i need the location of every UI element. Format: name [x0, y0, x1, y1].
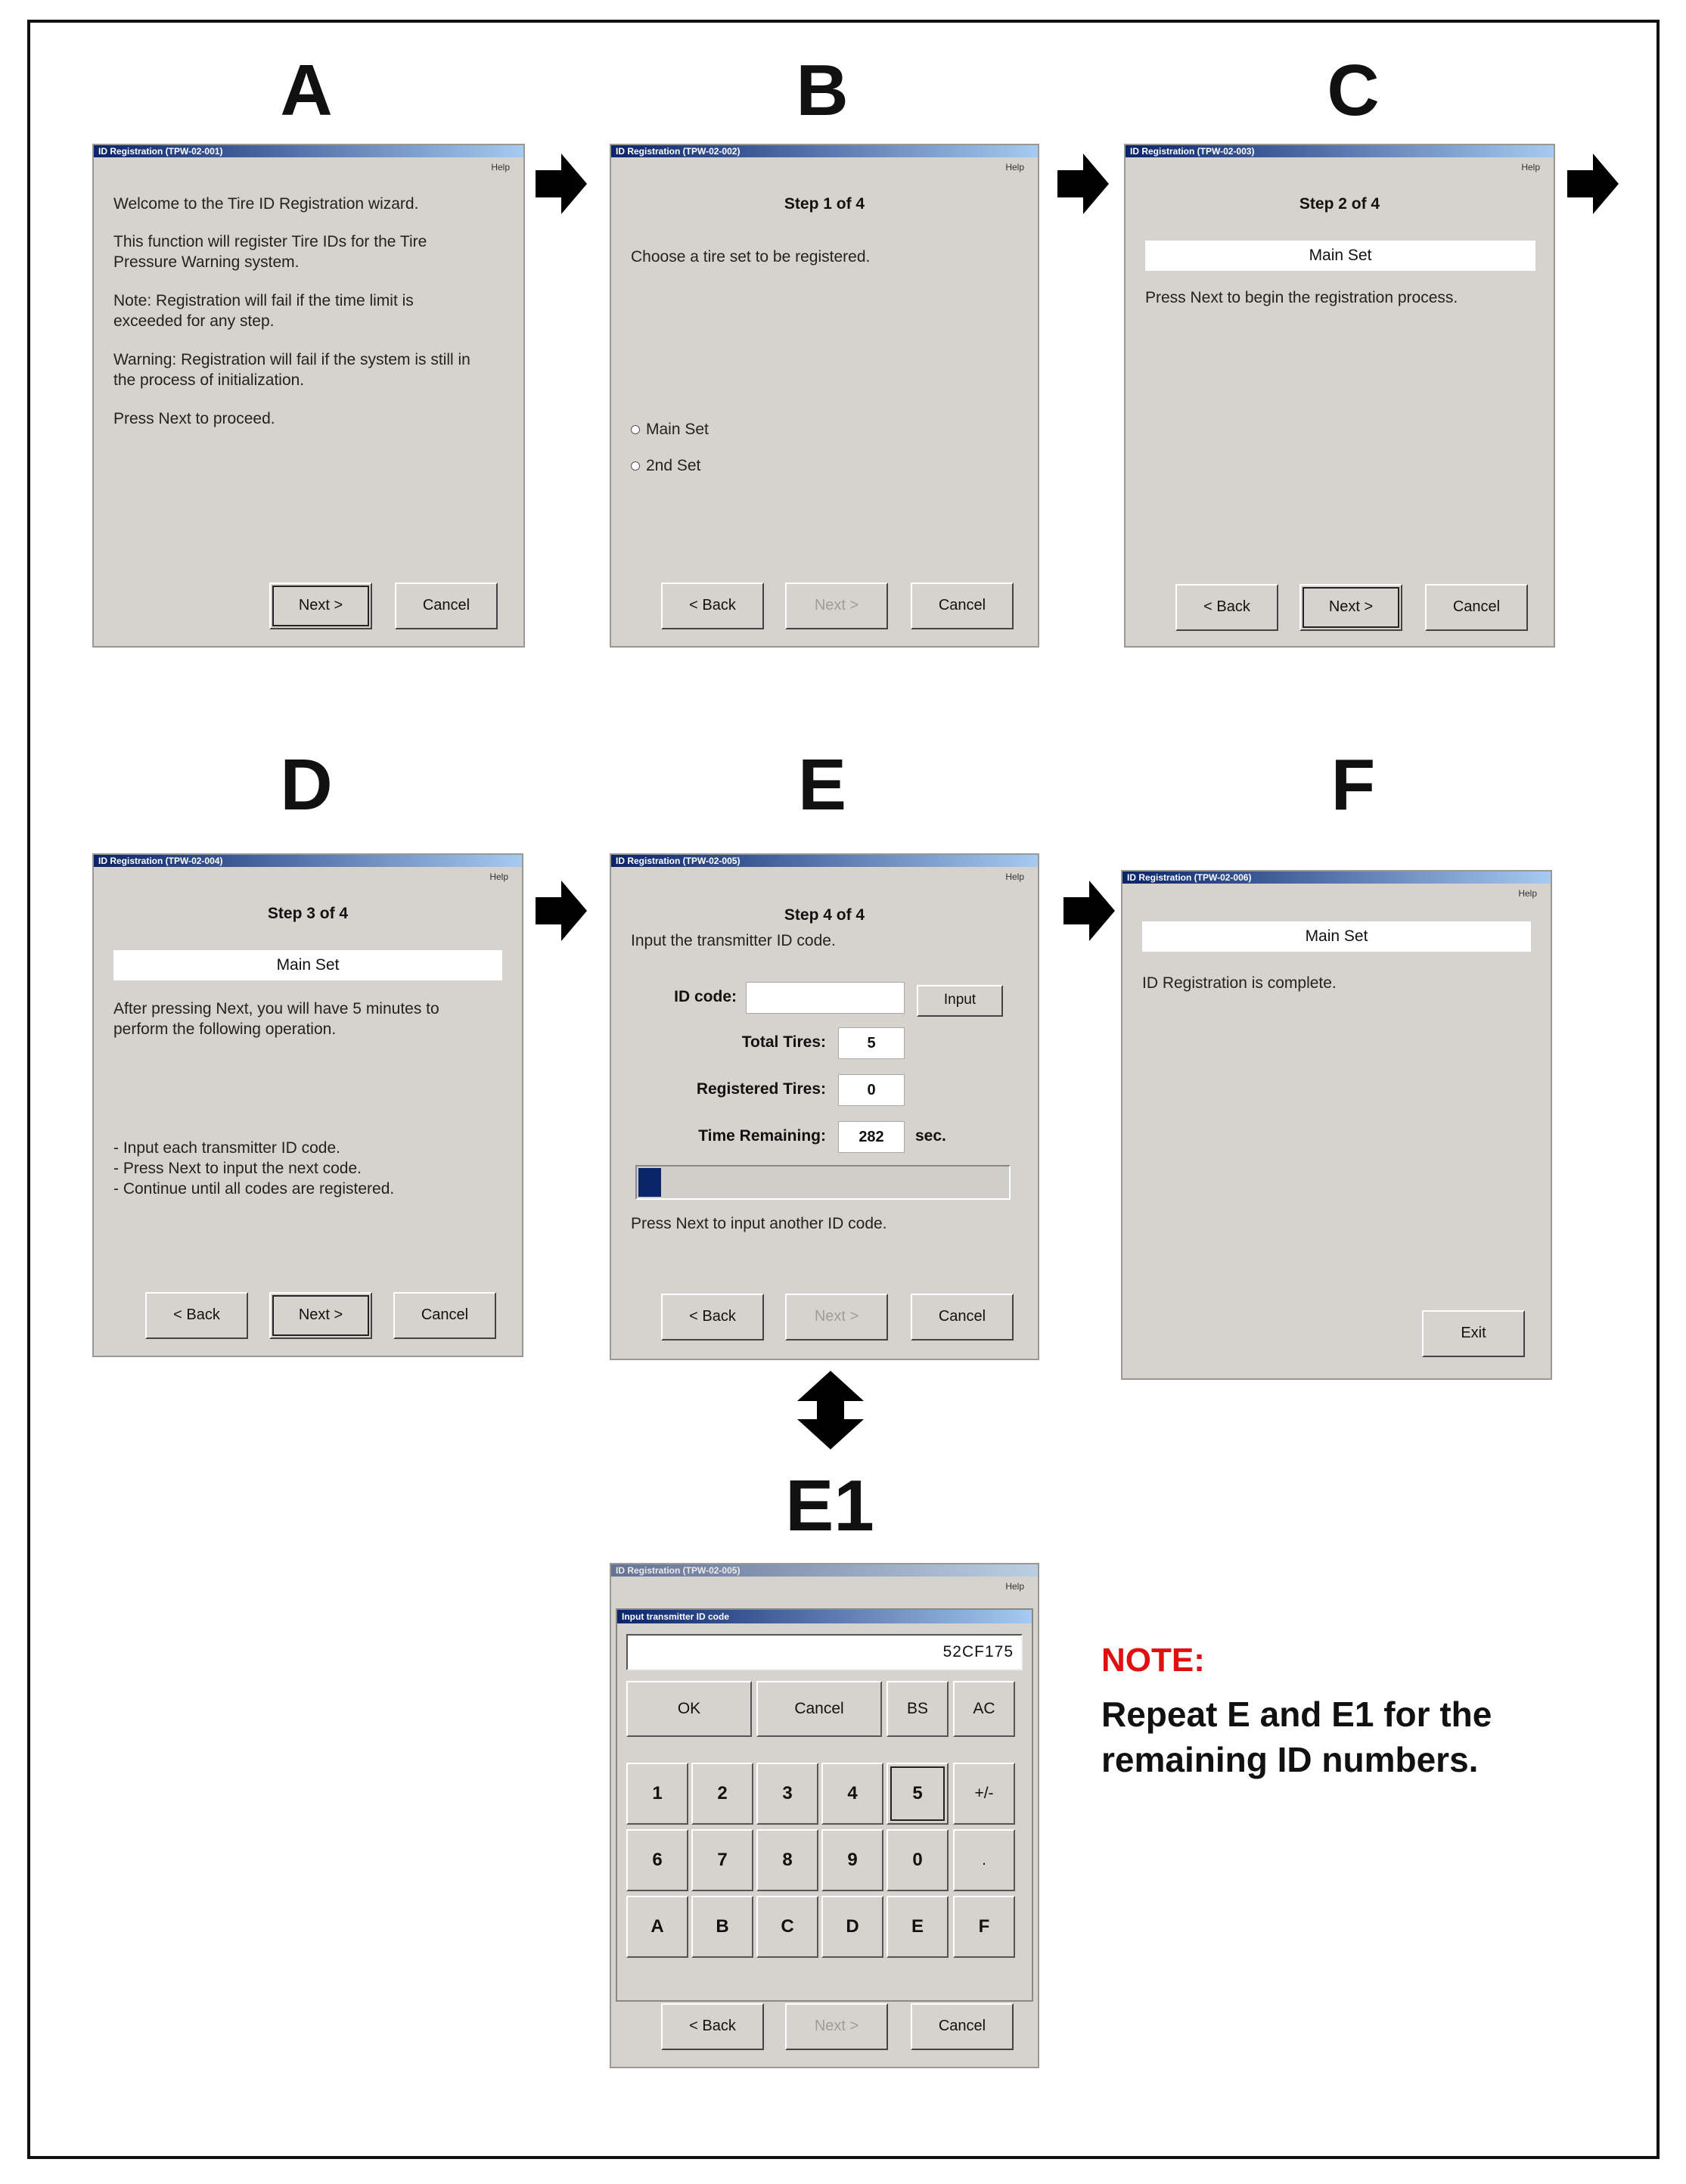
key-6[interactable]: 6: [626, 1829, 688, 1891]
title-bar: ID Registration (TPW-02-006): [1122, 871, 1551, 884]
key-c[interactable]: C: [756, 1896, 818, 1958]
window-step3: [92, 853, 523, 1357]
timer-prompt: After pressing Next, you will have 5 minutes to perform the following operation.: [113, 1000, 439, 1038]
key-9[interactable]: 9: [821, 1829, 883, 1891]
choose-set-prompt: Choose a tire set to be registered.: [631, 248, 871, 266]
backspace-key[interactable]: BS: [886, 1681, 949, 1737]
next-id-prompt: Press Next to input another ID code.: [631, 1215, 887, 1232]
key-3[interactable]: 3: [756, 1763, 818, 1825]
proceed-text: Press Next to proceed.: [113, 410, 275, 427]
next-button[interactable]: Next >: [1299, 584, 1402, 631]
right-arrow-icon: [1567, 154, 1620, 214]
radio-circle-icon: [631, 461, 640, 471]
help-menu[interactable]: Help: [491, 162, 510, 172]
back-button[interactable]: < Back: [1175, 584, 1278, 631]
next-button[interactable]: Next >: [269, 583, 372, 629]
help-menu[interactable]: Help: [489, 871, 508, 882]
radio-main-set[interactable]: [631, 421, 709, 439]
dialog-title-bar: Input transmitter ID code: [617, 1610, 1032, 1623]
window-complete: [1121, 870, 1552, 1380]
keypad-dialog: [616, 1608, 1033, 2002]
description-text: This function will register Tire IDs for the Tire Pressure Warning system.: [113, 233, 427, 271]
input-button[interactable]: Input: [917, 985, 1003, 1017]
selected-set-box: Main Set: [1142, 921, 1531, 952]
panel-letter-e1: E1: [785, 1465, 874, 1546]
all-clear-key[interactable]: AC: [953, 1681, 1015, 1737]
complete-message: ID Registration is complete.: [1142, 974, 1337, 992]
exit-button[interactable]: Exit: [1422, 1310, 1525, 1357]
title-bar: ID Registration (TPW-02-004): [94, 855, 522, 867]
selected-set-box: Main Set: [1145, 241, 1535, 271]
help-menu[interactable]: Help: [1521, 162, 1540, 172]
time-unit: sec.: [915, 1127, 946, 1145]
radio-2nd-set[interactable]: [631, 457, 700, 475]
right-arrow-icon: [536, 881, 588, 941]
right-arrow-icon: [1057, 154, 1110, 214]
window-keypad: [610, 1563, 1039, 2068]
title-bar: ID Registration (TPW-02-005): [611, 1564, 1038, 1577]
note-text: Note: Registration will fail if the time limit is exceeded for any step.: [113, 292, 414, 330]
window-step1: [610, 144, 1039, 648]
step-label: Step 2 of 4: [1299, 195, 1380, 213]
progress-fill: [638, 1168, 661, 1197]
key-5[interactable]: 5: [886, 1763, 949, 1825]
key-plus-minus[interactable]: +/-: [953, 1763, 1015, 1825]
back-button[interactable]: < Back: [661, 2003, 764, 2050]
window-step2: [1124, 144, 1555, 648]
help-menu[interactable]: Help: [1005, 1581, 1024, 1592]
time-remaining-value: 282: [838, 1121, 905, 1153]
cancel-key[interactable]: Cancel: [756, 1681, 882, 1737]
panel-letter-e: E: [797, 744, 847, 825]
time-remaining-label: Time Remaining:: [698, 1127, 826, 1145]
note-heading: NOTE:: [1101, 1642, 1205, 1679]
window-step4: [610, 853, 1039, 1360]
begin-prompt: Press Next to begin the registration process.: [1145, 289, 1458, 306]
panel-letter-d: D: [280, 744, 333, 825]
registered-tires-value: 0: [838, 1074, 905, 1106]
panel-letter-f: F: [1330, 744, 1376, 825]
back-button[interactable]: < Back: [661, 1294, 764, 1341]
right-arrow-icon: [536, 154, 588, 214]
cancel-button[interactable]: Cancel: [395, 583, 498, 629]
next-button[interactable]: Next >: [785, 583, 888, 629]
next-button[interactable]: Next >: [785, 2003, 888, 2050]
panel-letter-b: B: [796, 50, 849, 131]
title-bar: ID Registration (TPW-02-001): [94, 145, 523, 157]
key-0[interactable]: 0: [886, 1829, 949, 1891]
panel-letter-c: C: [1327, 50, 1380, 131]
key-e[interactable]: E: [886, 1896, 949, 1958]
back-button[interactable]: < Back: [145, 1292, 248, 1339]
radio-label: Main Set: [646, 421, 709, 438]
instruction-list: - Input each transmitter ID code. - Press Next to input the next code. - Continue until all codes are registered.: [113, 1139, 395, 1198]
registered-tires-label: Registered Tires:: [696, 1080, 826, 1098]
radio-circle-icon: [631, 425, 640, 434]
welcome-text: Welcome to the Tire ID Registration wizard.: [113, 195, 419, 213]
key-b[interactable]: B: [691, 1896, 753, 1958]
next-button[interactable]: Next >: [269, 1292, 372, 1339]
key-2[interactable]: 2: [691, 1763, 753, 1825]
id-code-display[interactable]: 52CF175: [626, 1634, 1023, 1670]
help-menu[interactable]: Help: [1005, 871, 1024, 882]
key-decimal[interactable]: .: [953, 1829, 1015, 1891]
warning-text: Warning: Registration will fail if the system is still in the process of initialization.: [113, 351, 470, 389]
next-button[interactable]: Next >: [785, 1294, 888, 1341]
total-tires-label: Total Tires:: [741, 1033, 826, 1051]
right-arrow-icon: [1063, 881, 1116, 941]
window-welcome: [92, 144, 525, 648]
ok-key[interactable]: OK: [626, 1681, 752, 1737]
note-body: Repeat E and E1 for the remaining ID numbers.: [1101, 1695, 1492, 1779]
key-f[interactable]: F: [953, 1896, 1015, 1958]
input-prompt: Input the transmitter ID code.: [631, 932, 836, 949]
cancel-button[interactable]: Cancel: [911, 1294, 1014, 1341]
back-button[interactable]: < Back: [661, 583, 764, 629]
cancel-button[interactable]: Cancel: [911, 583, 1014, 629]
key-8[interactable]: 8: [756, 1829, 818, 1891]
cancel-button[interactable]: Cancel: [911, 2003, 1014, 2050]
key-7[interactable]: 7: [691, 1829, 753, 1891]
radio-label: 2nd Set: [646, 457, 701, 474]
id-code-label: ID code:: [674, 988, 737, 1005]
id-code-input[interactable]: [746, 982, 905, 1014]
selected-set-box: Main Set: [113, 950, 502, 980]
key-4[interactable]: 4: [821, 1763, 883, 1825]
key-1[interactable]: 1: [626, 1763, 688, 1825]
time-progress-bar: [635, 1165, 1011, 1200]
total-tires-value: 5: [838, 1027, 905, 1059]
title-bar: ID Registration (TPW-02-002): [611, 145, 1038, 157]
title-bar: ID Registration (TPW-02-005): [611, 855, 1038, 867]
step-label: Step 3 of 4: [267, 905, 349, 922]
step-label: Step 4 of 4: [784, 906, 865, 924]
help-menu[interactable]: Help: [1005, 162, 1024, 172]
help-menu[interactable]: Help: [1518, 888, 1537, 899]
cancel-button[interactable]: Cancel: [1425, 584, 1528, 631]
panel-letter-a: A: [280, 50, 333, 131]
key-d[interactable]: D: [821, 1896, 883, 1958]
key-a[interactable]: A: [626, 1896, 688, 1958]
up-down-arrow-icon: [797, 1371, 864, 1449]
cancel-button[interactable]: Cancel: [393, 1292, 496, 1339]
title-bar: ID Registration (TPW-02-003): [1126, 145, 1554, 157]
step-label: Step 1 of 4: [784, 195, 865, 213]
